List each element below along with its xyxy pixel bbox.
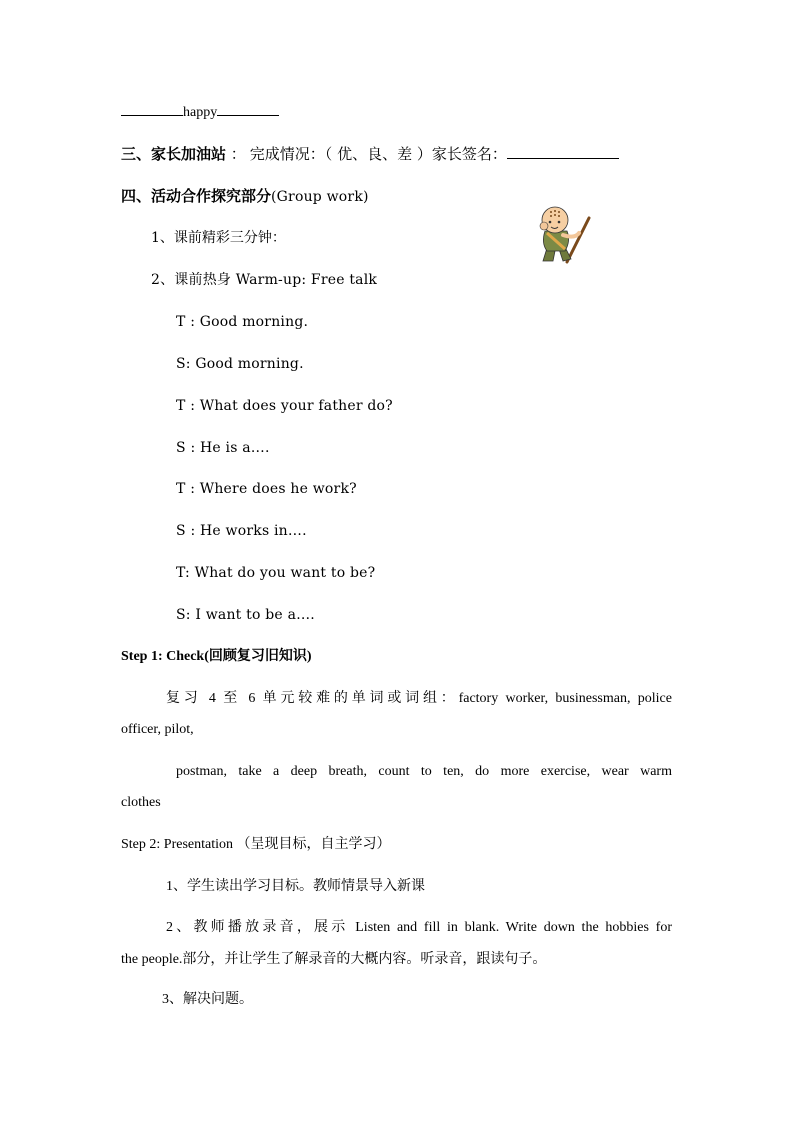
step2-title: Step 2: Presentation （呈现目标，自主学习） (121, 837, 391, 852)
dialogue-line: T : Where does he work? (176, 481, 357, 497)
dialogue-line: S : He is a…. (176, 440, 270, 456)
group-work-title-cn: 四、活动合作探究部分 (121, 187, 272, 205)
step1-line-4: clothes (121, 795, 161, 810)
step1-line-1: 复习 4 至 6 单元较难的单词或词组：factory worker, businessman, police (166, 691, 672, 706)
step2-paragraph-1: 1、学生读出学习目标。教师情景导入新课 (166, 879, 425, 894)
dialogue-line: S : He works in…. (176, 523, 307, 539)
group-work-title-en: (Group work) (271, 189, 369, 205)
parent-station-colon: ： (226, 145, 246, 163)
parent-station-line (121, 144, 619, 164)
parent-sign-label: 家长签名： (431, 145, 507, 163)
dialogue-line: T : What does your father do? (176, 398, 393, 414)
dialogue-line: T: What do you want to be? (176, 565, 376, 581)
happy-line (121, 102, 279, 123)
parent-station-title: 三、家长加油站 (121, 145, 227, 163)
item-2: 2、课前热身 Warm-up: Free talk (151, 272, 378, 288)
happy-word: happy (183, 105, 218, 120)
parent-sign-blank (507, 145, 619, 159)
completion-status-label: 完成情况：（ 优、良、差 ） (249, 145, 432, 163)
step2-paragraph-2-line-2: the people.部分，并让学生了解录音的大概内容。听录音，跟读句子。 (121, 952, 547, 967)
blank-before (121, 102, 183, 116)
step1-line-3: postman, take a deep breath, count to ten, do more exercise, wear warm (176, 764, 672, 779)
step2-paragraph-3: 3、解决问题。 (162, 992, 253, 1007)
dialogue-line: S: I want to be a…. (176, 607, 315, 623)
dialogue-line: S: Good morning. (176, 356, 304, 372)
dialogue-line: T : Good morning. (176, 314, 309, 330)
blank-after (217, 102, 279, 116)
step1-line-2: officer, pilot, (121, 722, 194, 737)
monk-illustration (533, 203, 593, 265)
item-1: 1、课前精彩三分钟： (151, 230, 286, 246)
group-work-heading (121, 186, 369, 207)
step2-paragraph-2-line-1: 2、教师播放录音，展示 Listen and fill in blank. Write down the hobbies for (166, 920, 672, 935)
step1-title: Step 1: Check(回顾复习旧知识) (121, 649, 312, 664)
